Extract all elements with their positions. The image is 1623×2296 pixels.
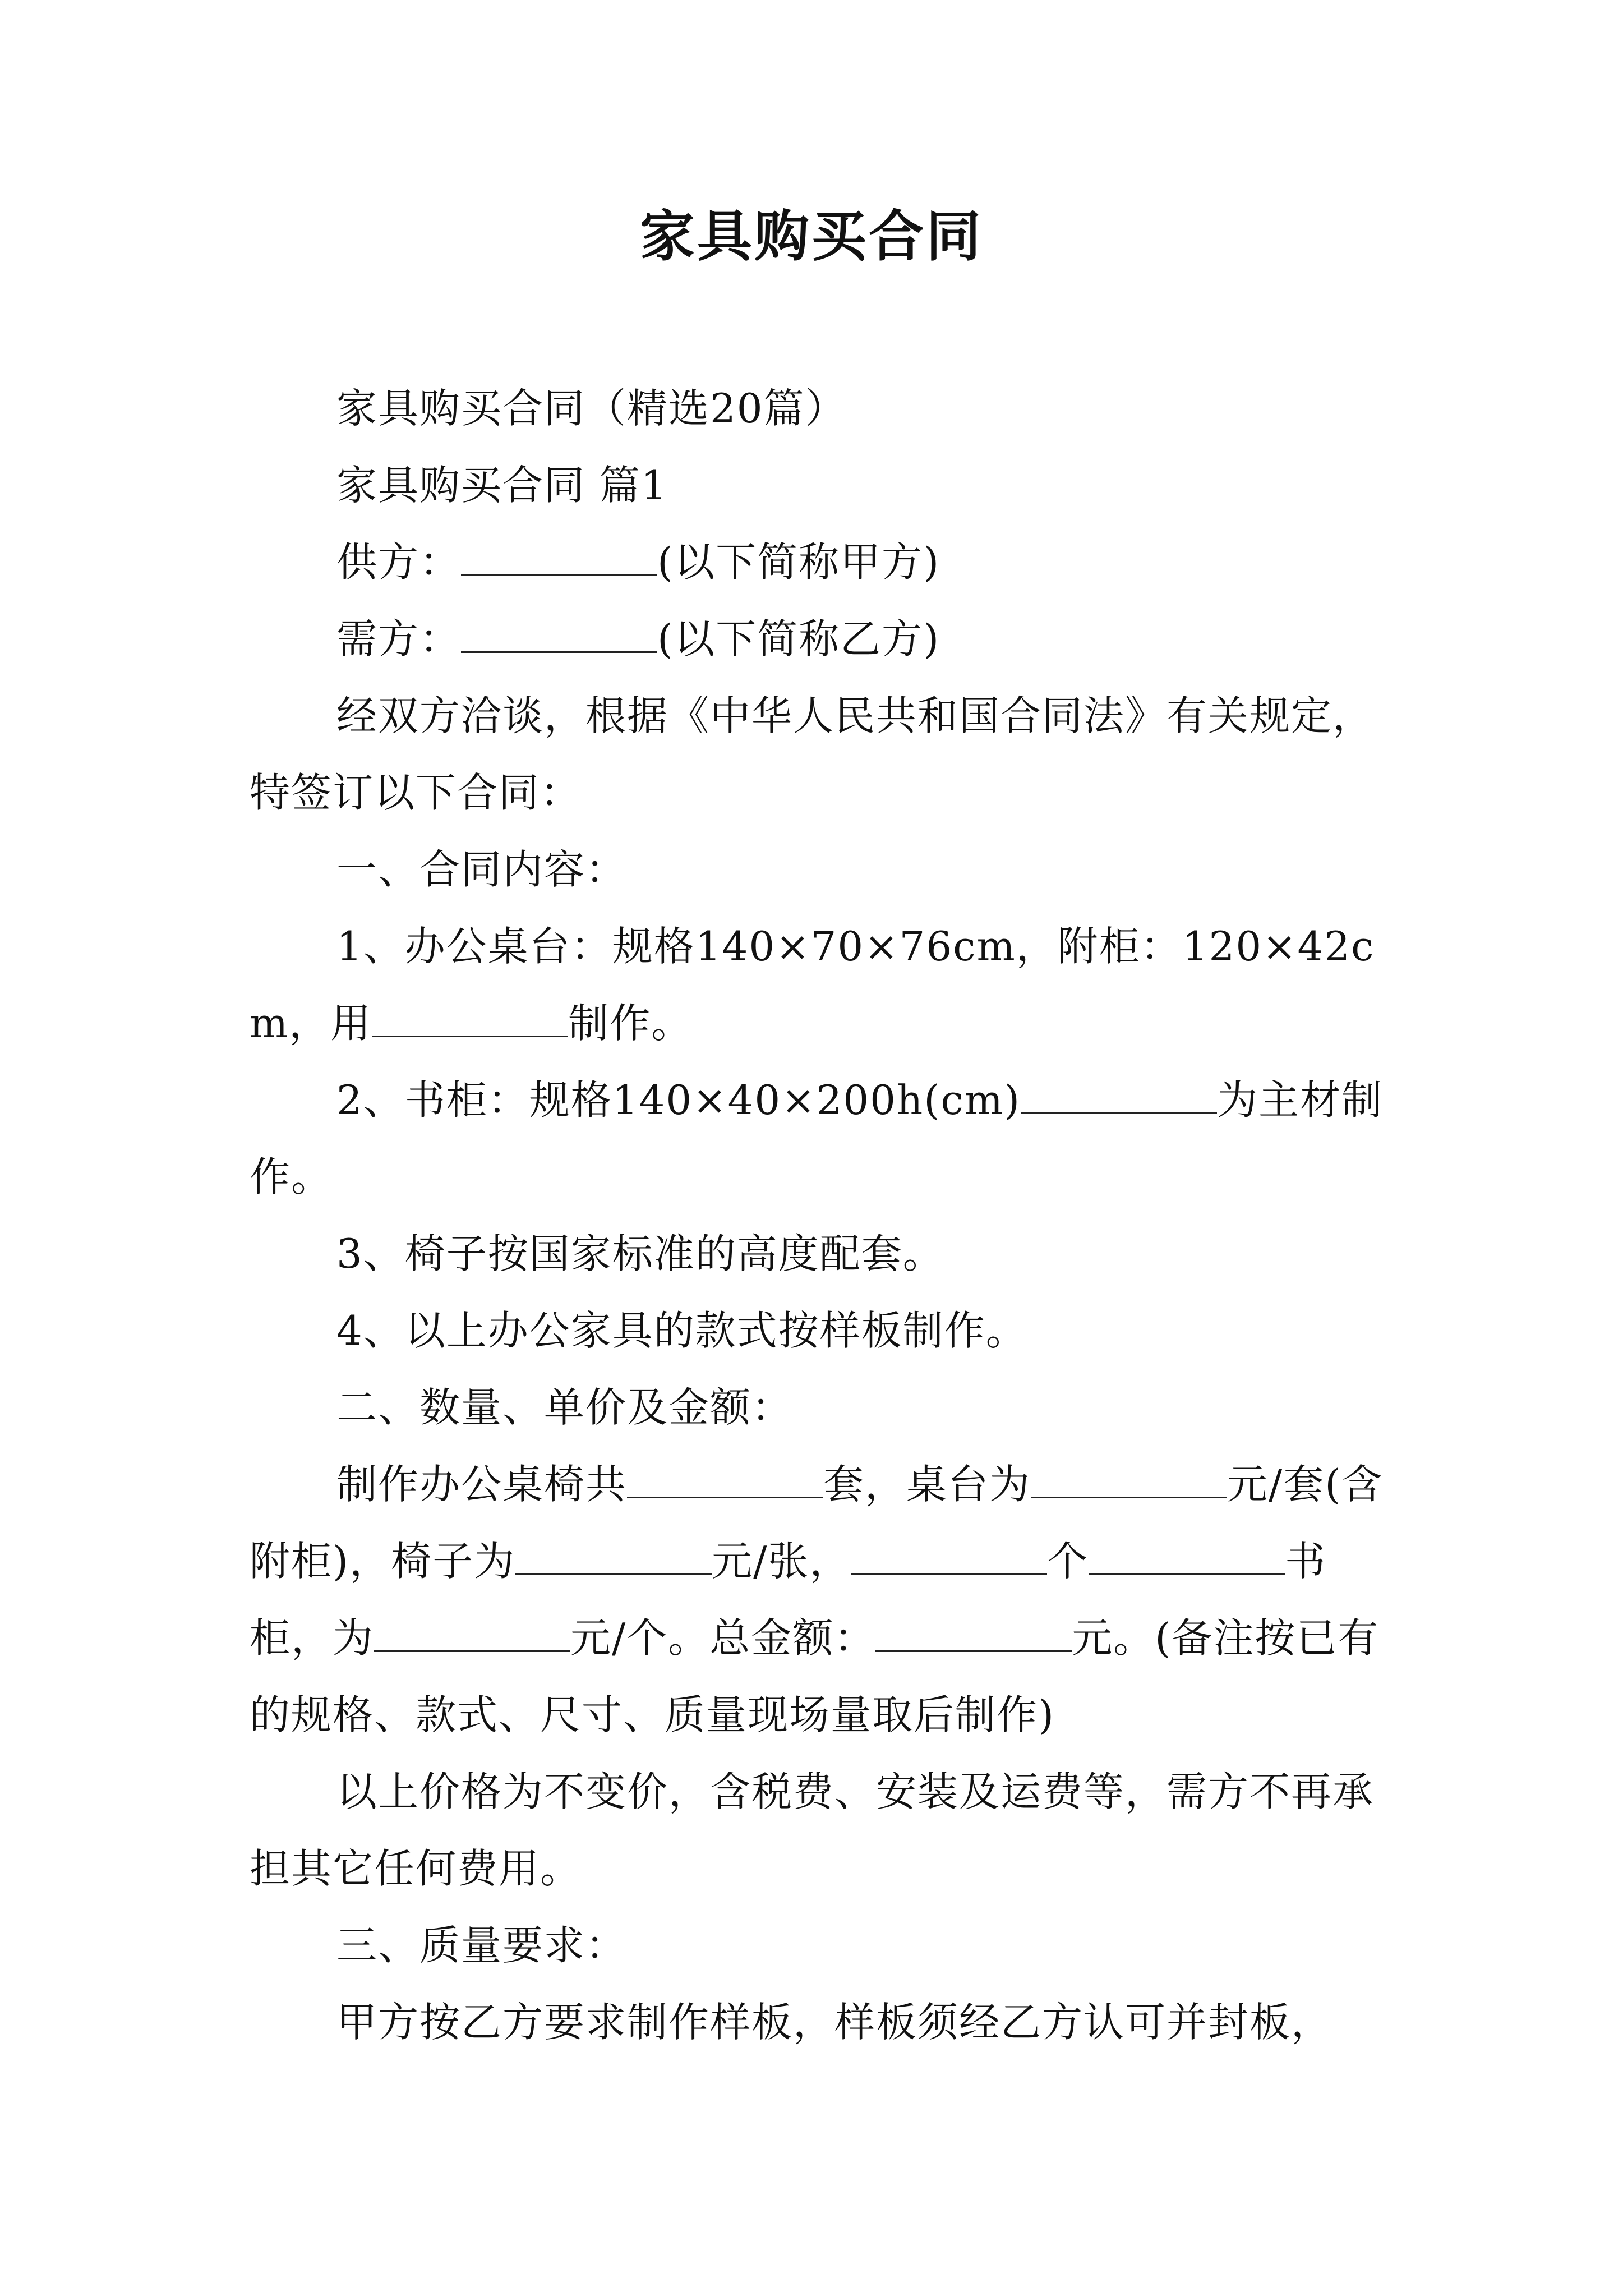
text-segment: 元/个。总金额： — [570, 1614, 876, 1662]
fill-in-blank — [1089, 1541, 1285, 1575]
text-segment: 为主材制作。 — [250, 1076, 1384, 1200]
paragraph — [250, 1907, 1394, 1984]
paragraph — [250, 447, 1394, 524]
fill-in-blank — [461, 542, 657, 576]
text-segment: 供方： — [336, 539, 462, 586]
text-segment: 元/套(含附柜)，椅子为 — [250, 1461, 1384, 1585]
fill-in-blank — [1021, 1080, 1217, 1114]
text-segment: 经双方洽谈，根据《中华人民共和国合同法》有关规定，特签订以下合同： — [250, 692, 1375, 816]
paragraph — [250, 370, 1394, 447]
text-segment: 一、合同内容： — [336, 846, 628, 893]
paragraph — [250, 1062, 1394, 1216]
fill-in-blank — [875, 1618, 1072, 1652]
document-body — [250, 370, 1394, 2061]
fill-in-blank — [374, 1618, 570, 1652]
paragraph — [250, 1754, 1394, 1907]
text-segment: 书柜，为 — [250, 1538, 1327, 1662]
paragraph — [250, 831, 1394, 908]
paragraph — [250, 524, 1394, 601]
paragraph — [250, 1216, 1394, 1292]
text-segment: 个 — [1047, 1538, 1089, 1585]
text-segment: 以上价格为不变价，含税费、安装及运费等，需方不再承担其它任何费用。 — [250, 1768, 1375, 1892]
text-segment: 家具购买合同 篇1 — [336, 462, 668, 509]
paragraph — [250, 1446, 1394, 1754]
text-segment: 2、书柜：规格140×40×200h(cm) — [336, 1076, 1021, 1124]
text-segment: 制作。 — [568, 1000, 693, 1047]
fill-in-blank — [851, 1541, 1047, 1575]
fill-in-blank — [515, 1541, 712, 1575]
paragraph — [250, 1292, 1394, 1369]
text-segment: 4、以上办公家具的款式按样板制作。 — [336, 1307, 1027, 1354]
text-segment: (以下简称乙方) — [657, 615, 940, 662]
document-title: 家具购买合同 — [639, 205, 983, 269]
text-segment: 家具购买合同（精选20篇） — [336, 385, 847, 432]
text-segment: 甲方按乙方要求制作样板，样板须经乙方认可并封板， — [336, 1999, 1333, 2046]
fill-in-blank — [1031, 1464, 1227, 1498]
paragraph — [250, 1984, 1394, 2061]
text-segment: 元。(备注按已有的规格、款式、尺寸、质量现场量取后制作) — [250, 1614, 1380, 1738]
text-segment: 二、数量、单价及金额： — [336, 1384, 794, 1431]
paragraph — [250, 908, 1394, 1062]
text-segment: 制作办公桌椅共 — [336, 1461, 628, 1508]
fill-in-blank — [627, 1464, 823, 1498]
fill-in-blank — [461, 619, 657, 653]
text-segment: 三、质量要求： — [336, 1922, 628, 1969]
paragraph — [250, 678, 1394, 831]
text-segment: 需方： — [336, 615, 462, 662]
paragraph — [250, 1369, 1394, 1446]
text-segment: 3、椅子按国家标准的高度配套。 — [336, 1230, 944, 1277]
text-segment: 1、办公桌台：规格140×70×76cm，附柜：120×42cm，用 — [250, 923, 1375, 1047]
text-segment: 元/张， — [712, 1538, 851, 1585]
text-segment: (以下简称甲方) — [657, 539, 940, 586]
text-segment: 套，桌台为 — [823, 1461, 1031, 1508]
fill-in-blank — [372, 1003, 568, 1037]
paragraph — [250, 601, 1394, 678]
